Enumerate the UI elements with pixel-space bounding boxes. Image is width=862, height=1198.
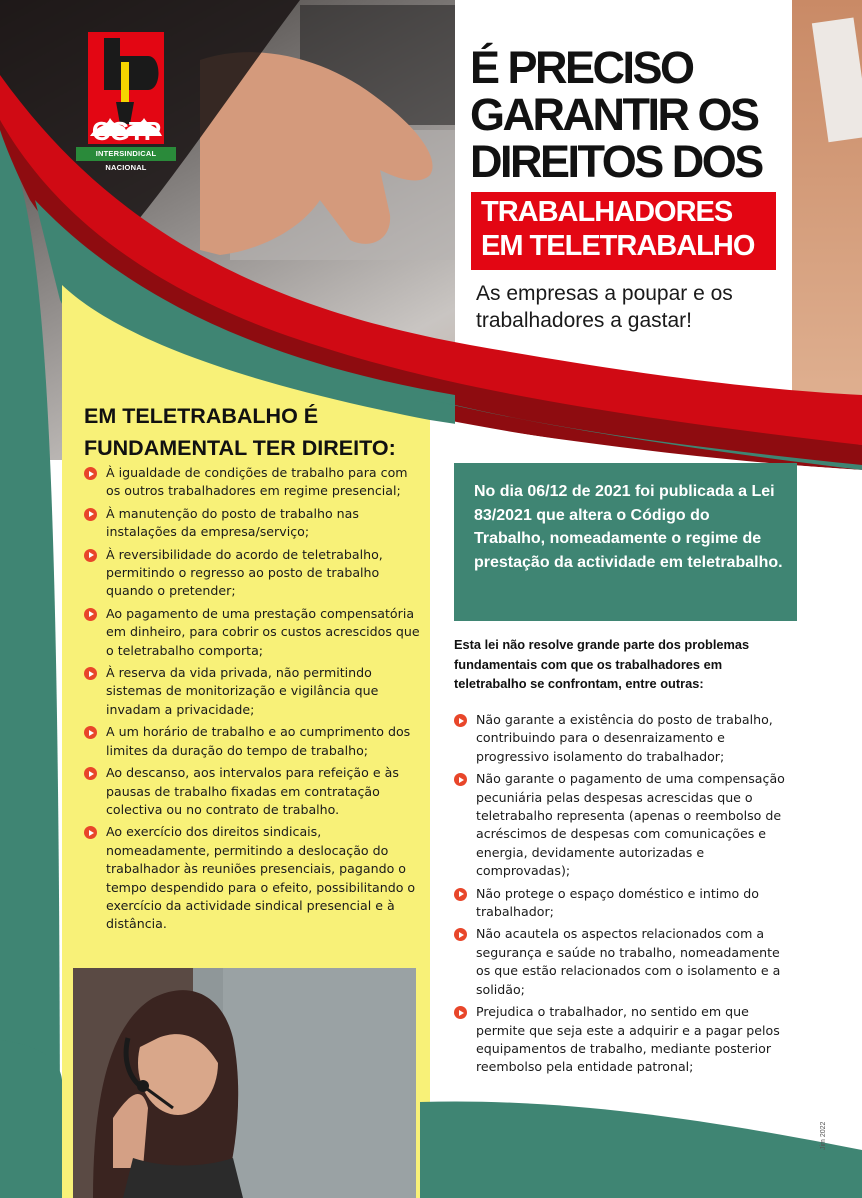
logo-name: CGTP [91,116,161,146]
list-item: Não garante a existência do posto de trabalho, contribuindo para o desenraizamento e progressivo isolamento do trabalhador; [454,711,794,766]
headline-line-3: DIREITOS DOS [470,136,762,187]
play-bullet-icon [454,773,467,786]
play-bullet-icon [84,608,97,621]
list-item: Ao exercício dos direitos sindicais, nomeadamente, permitindo a deslocação do trabalhador às reuniões presenciais, pagando o tempo despendido para o efeito, possibilitando o exercício da actividade sindical presencial e à distância. [84,823,424,933]
list-item: Ao descanso, aos intervalos para refeição e às pausas de trabalho fixadas em contratação colectiva ou no contrato de trabalho. [84,764,424,819]
play-bullet-icon [84,726,97,739]
play-bullet-icon [84,549,97,562]
highlight-line-1: TRABALHADORES [481,196,733,228]
list-item: Não garante o pagamento de uma compensação pecuniária pelas despesas acrescidas que o teletrabalho representa (apenas o reembolso de acréscimos de despesas com comunicações e energia, devidamente autorizadas e comprovadas); [454,770,794,880]
law-info-text: No dia 06/12 de 2021 foi publicada a Lei 83/2021 que altera o Código do Trabalho, nomeadamente o regime de prestação da actividade em teletrabalho. [474,483,783,571]
list-item: Prejudica o trabalhador, no sentido em que permite que seja este a adquirir e a pagar pelos equipamentos de trabalho, mediante posterior reembolso pela entidade patronal; [454,1003,794,1077]
headline [470,44,790,185]
list-item: Ao pagamento de uma prestação compensatória em dinheiro, para cobrir os custos acrescidos que o teletrabalho comporta; [84,605,424,660]
list-item: À manutenção do posto de trabalho nas instalações da empresa/serviço; [84,505,424,542]
list-item: À reserva da vida privada, não permitindo sistemas de monitorização e vigilância que invadam a privacidade; [84,664,424,719]
play-bullet-icon [84,508,97,521]
problems-list [454,711,794,1081]
list-item: Não protege o espaço doméstico e intimo do trabalhador; [454,885,794,922]
print-code: Jim 2022 [820,1121,827,1150]
law-info-box [454,463,797,621]
rights-title [84,400,424,464]
play-bullet-icon [84,667,97,680]
play-bullet-icon [84,767,97,780]
list-item: À reversibilidade do acordo de teletrabalho, permitindo o regresso ao posto de trabalho quando o pretender; [84,546,424,601]
subtitle: As empresas a poupar e os trabalhadores a gastar! [476,282,733,332]
woman-photo-graphic [73,968,416,1198]
headset-woman-photo [73,968,416,1198]
list-item: Não acautela os aspectos relacionados com a segurança e saúde no trabalho, nomeadamente os que estão relacionados com o isolamento e a solidão; [454,925,794,999]
rights-title-line-2: FUNDAMENTAL TER DIREITO: [84,436,396,460]
problems-intro: Esta lei não resolve grande parte dos problemas fundamentais com que os trabalhadores em teletrabalho se confrontam, entre outras: [454,637,750,691]
play-bullet-icon [454,714,467,727]
play-bullet-icon [84,826,97,839]
rights-title-line-1: EM TELETRABALHO É [84,404,319,428]
list-item: À igualdade de condições de trabalho para com os outros trabalhadores em regime presencial; [84,464,424,501]
logo-subname: INTERSINDICAL NACIONAL [76,147,176,161]
play-bullet-icon [454,888,467,901]
play-bullet-icon [454,928,467,941]
headline-highlight-box [471,192,776,270]
play-bullet-icon [84,467,97,480]
cgtp-logo [76,32,176,172]
headline-line-1: É PRECISO [470,42,693,93]
headline-line-2: GARANTIR OS [470,89,758,140]
rights-list [84,464,424,938]
list-item: A um horário de trabalho e ao cumprimento dos limites da duração do tempo de trabalho; [84,723,424,760]
play-bullet-icon [454,1006,467,1019]
highlight-line-2: EM TELETRABALHO [481,230,755,262]
